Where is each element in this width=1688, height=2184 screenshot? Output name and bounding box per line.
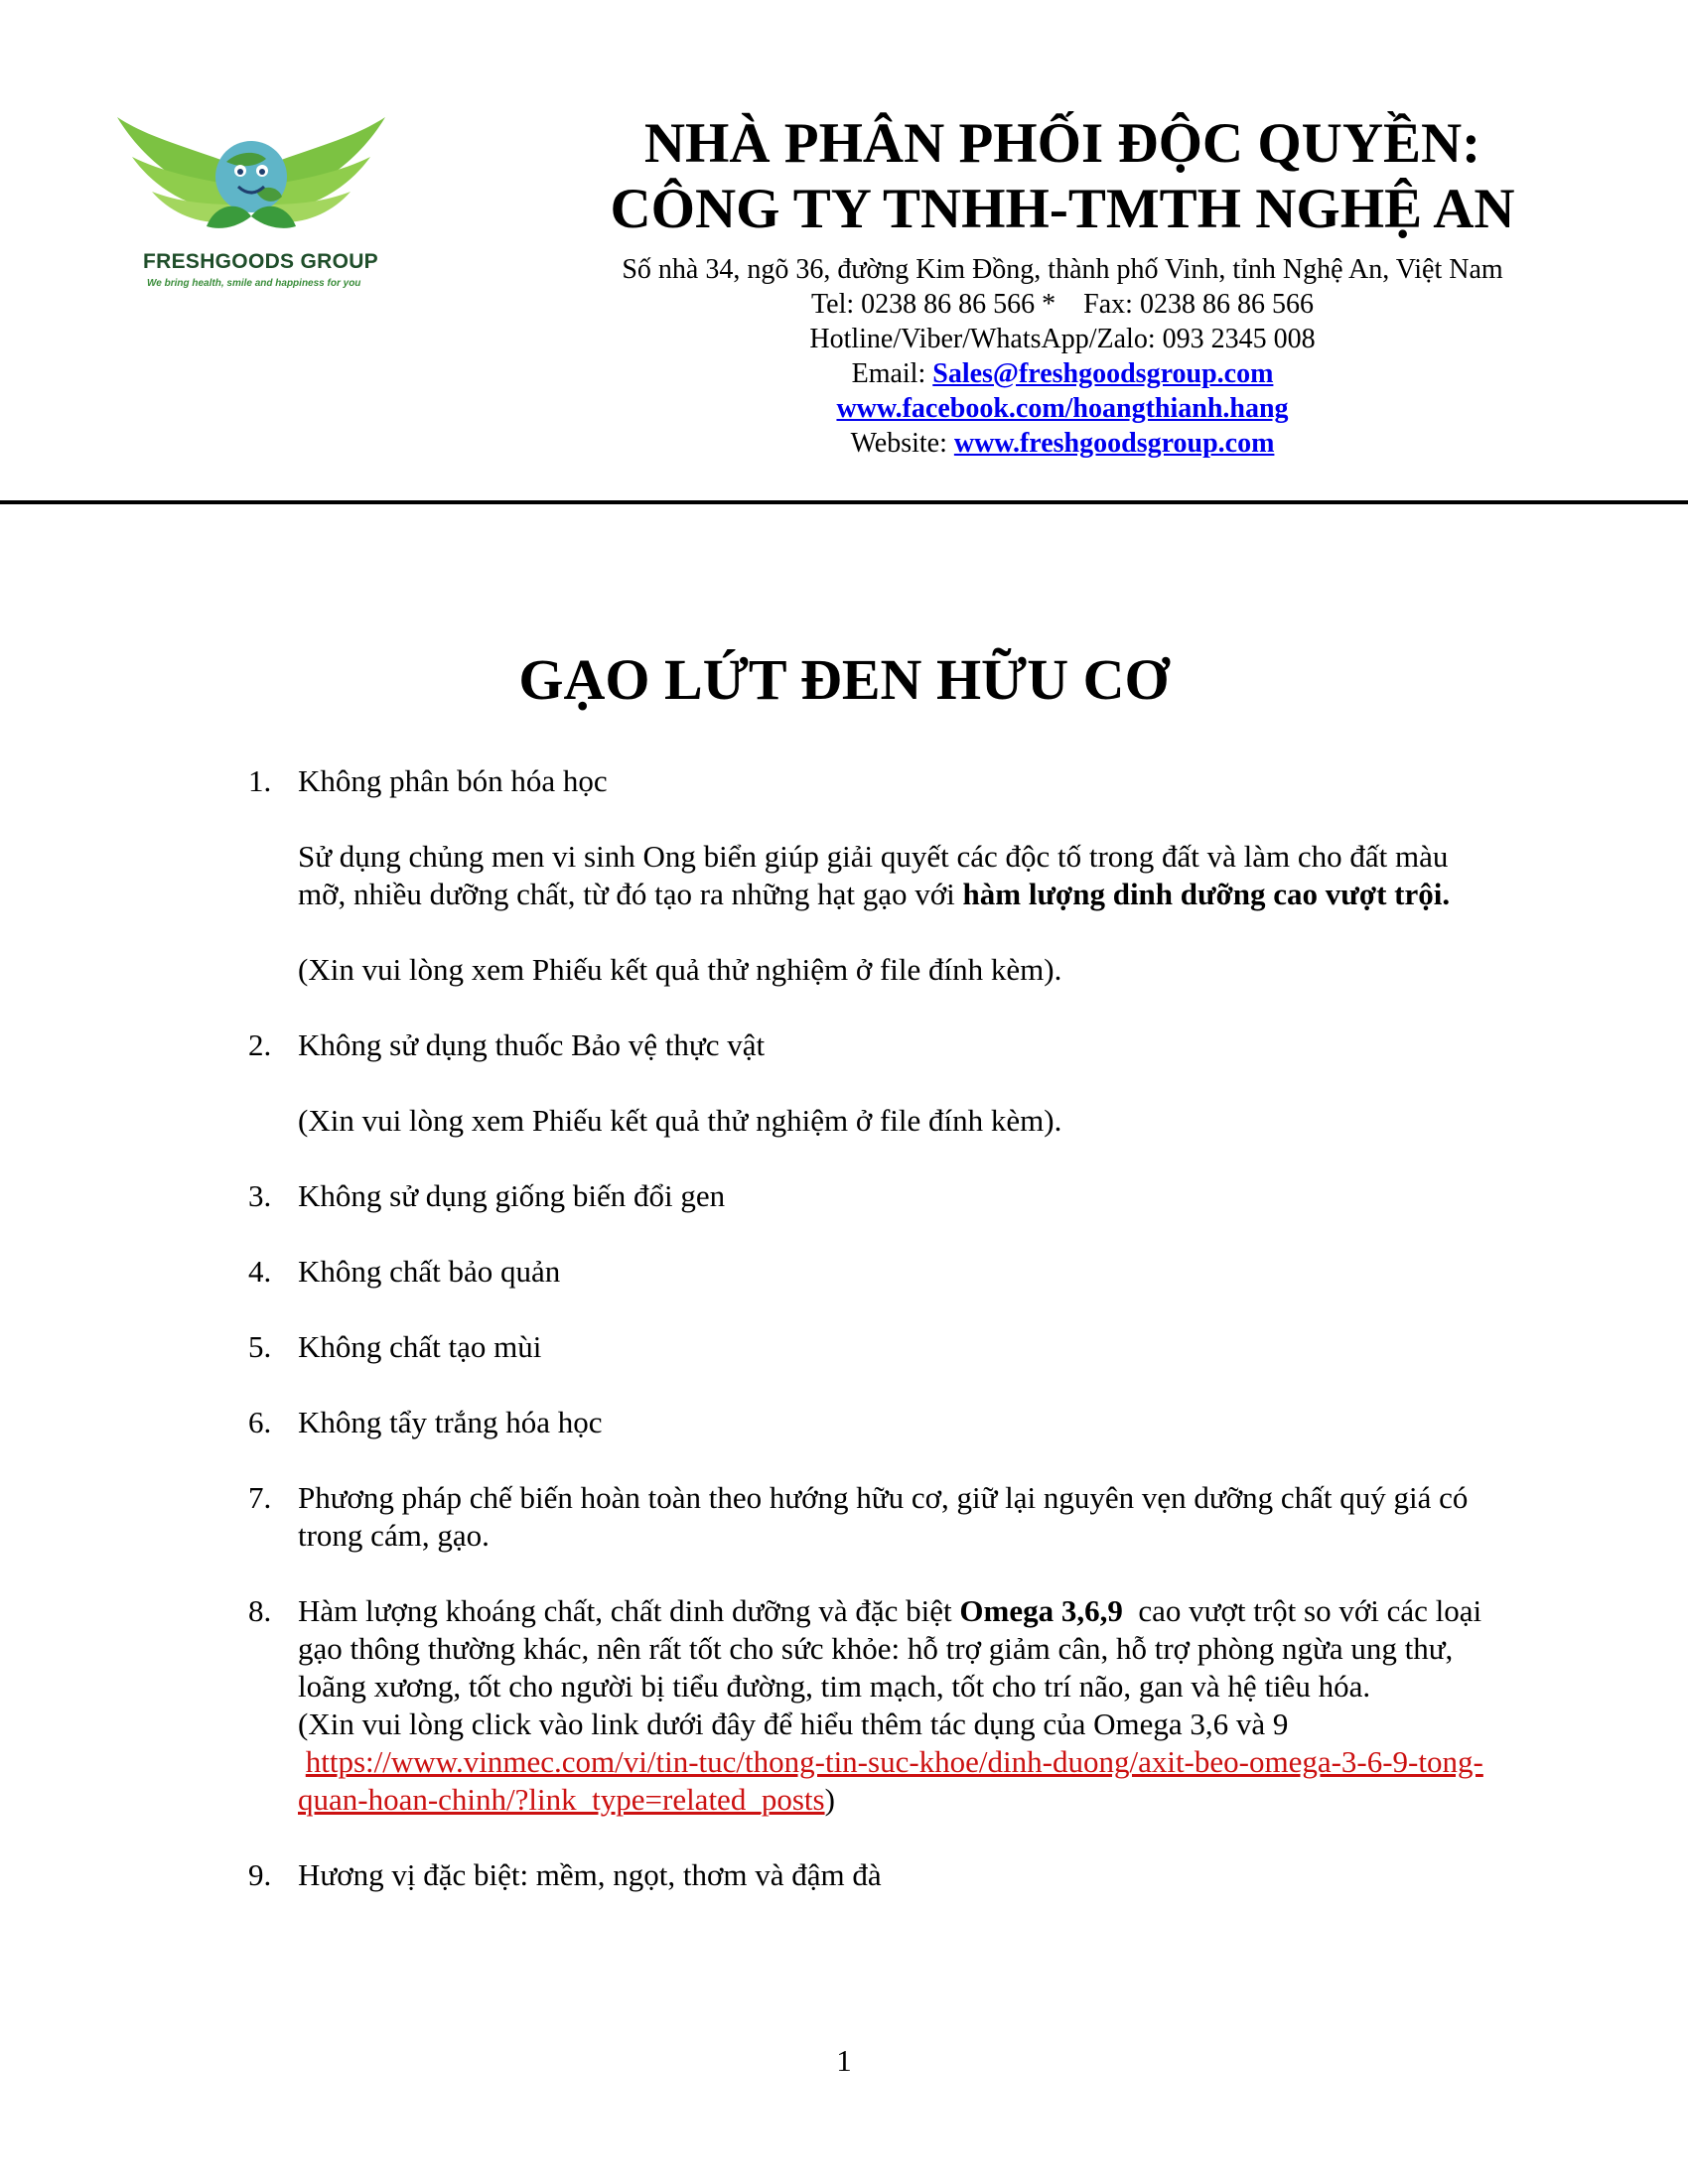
- phone-fax: Tel: 0238 86 86 566 * Fax: 0238 86 86 566: [811, 289, 1314, 320]
- list-number: 7.: [248, 1480, 272, 1515]
- website-label: Website:: [850, 428, 954, 459]
- list-item: [248, 1479, 1489, 1555]
- list-item-text: Không tẩy trắng hóa học: [298, 1405, 603, 1439]
- list-number: 8.: [248, 1593, 272, 1628]
- list-number: 3.: [248, 1178, 272, 1213]
- list-number: 2.: [248, 1027, 272, 1062]
- list-number: 5.: [248, 1329, 272, 1364]
- list-item: [248, 1253, 1489, 1291]
- email-link[interactable]: Sales@freshgoodsgroup.com: [932, 358, 1274, 389]
- facebook-line: [536, 391, 1589, 426]
- list-item: [248, 1404, 1489, 1441]
- test-note: (Xin vui lòng xem Phiếu kết quả thử nghiệm ở file đính kèm).: [298, 1103, 1062, 1138]
- logo-tagline: We bring health, smile and happiness for you: [147, 278, 361, 289]
- email-line: [536, 356, 1589, 391]
- hotline: Hotline/Viber/WhatsApp/Zalo: 093 2345 008: [809, 324, 1316, 354]
- list-number: 9.: [248, 1857, 272, 1892]
- header-divider: [0, 500, 1688, 504]
- list-item: [248, 1856, 1489, 1894]
- document-title: GẠO LỨT ĐEN HỮU CƠ: [518, 647, 1170, 712]
- list-item-text: Không phân bón hóa học: [298, 763, 608, 798]
- omega-link-line: https://www.vinmec.com/vi/tin-tuc/thong-tin-suc-khoe/dinh-duong/axit-beo-omega-3-6-9-tong-quan-hoan-chinh/?link_type=related_posts): [298, 1744, 1483, 1817]
- list-item-text: Không chất bảo quản: [298, 1254, 561, 1289]
- list-item: [248, 762, 1489, 989]
- list-item: [248, 1177, 1489, 1215]
- test-note: (Xin vui lòng xem Phiếu kết quả thử nghiệm ở file đính kèm).: [298, 952, 1062, 987]
- list-item-text: Hàm lượng khoáng chất, chất dinh dưỡng và đặc biệt Omega 3,6,9 cao vượt trột so với các loại gạo thông thường khác, nên rất tốt cho sức khỏe: hỗ trợ giảm cân, hỗ trợ phòng ngừa ung thư, loãng xương, tốt cho người bị tiểu đường, tim mạch, tốt cho trí não, gan và hệ tiêu hóa.: [298, 1593, 1489, 1704]
- distributor-title: NHÀ PHÂN PHỐI ĐỘC QUYỀN:: [643, 112, 1481, 175]
- list-number: 4.: [248, 1254, 272, 1289]
- list-item: [248, 1328, 1489, 1366]
- list-item: [248, 1026, 1489, 1140]
- website-line: [536, 426, 1589, 461]
- item-paragraph: Sử dụng chủng men vi sinh Ong biển giúp giải quyết các độc tố trong đất và làm cho đất màu mỡ, nhiều dưỡng chất, từ đó tạo ra những hạt gạo với hàm lượng dinh dưỡng cao vượt trội.: [298, 839, 1451, 911]
- list-number: 6.: [248, 1405, 272, 1439]
- facebook-link[interactable]: www.facebook.com/hoangthianh.hang: [836, 393, 1289, 424]
- list-item: [248, 1592, 1489, 1819]
- omega-note: (Xin vui lòng click vào link dưới đây để hiểu thêm tác dụng của Omega 3,6 và 9: [298, 1706, 1289, 1741]
- email-label: Email:: [851, 358, 933, 389]
- company-name: CÔNG TY TNHH-TMTH NGHỆ AN: [610, 178, 1515, 240]
- list-item-text: Không chất tạo mùi: [298, 1329, 542, 1364]
- contact-block: [536, 252, 1589, 461]
- omega-link[interactable]: https://www.vinmec.com/vi/tin-tuc/thong-tin-suc-khoe/dinh-duong/axit-beo-omega-3-6-9-tong-quan-hoan-chinh/?link_type=related_posts: [298, 1744, 1483, 1817]
- list-item-text: Không sử dụng thuốc Bảo vệ thực vật: [298, 1027, 766, 1062]
- list-item-text: Phương pháp chế biến hoàn toàn theo hướng hữu cơ, giữ lại nguyên vẹn dưỡng chất quý giá có trong cám, gạo.: [298, 1480, 1469, 1553]
- list-item-text: Không sử dụng giống biến đổi gen: [298, 1178, 726, 1213]
- logo-emblem-icon: [107, 107, 395, 256]
- company-header: [536, 111, 1589, 242]
- company-logo: [107, 107, 395, 296]
- list-item-text: Hương vị đặc biệt: mềm, ngọt, thơm và đậm đà: [298, 1857, 882, 1892]
- address: Số nhà 34, ngõ 36, đường Kim Đồng, thành phố Vinh, tỉnh Nghệ An, Việt Nam: [622, 254, 1503, 285]
- page-number: 1: [836, 2043, 852, 2078]
- logo-name: FRESHGOODS GROUP: [143, 250, 378, 273]
- website-link[interactable]: www.freshgoodsgroup.com: [953, 428, 1275, 459]
- document-body: [248, 762, 1489, 1894]
- list-number: 1.: [248, 763, 272, 798]
